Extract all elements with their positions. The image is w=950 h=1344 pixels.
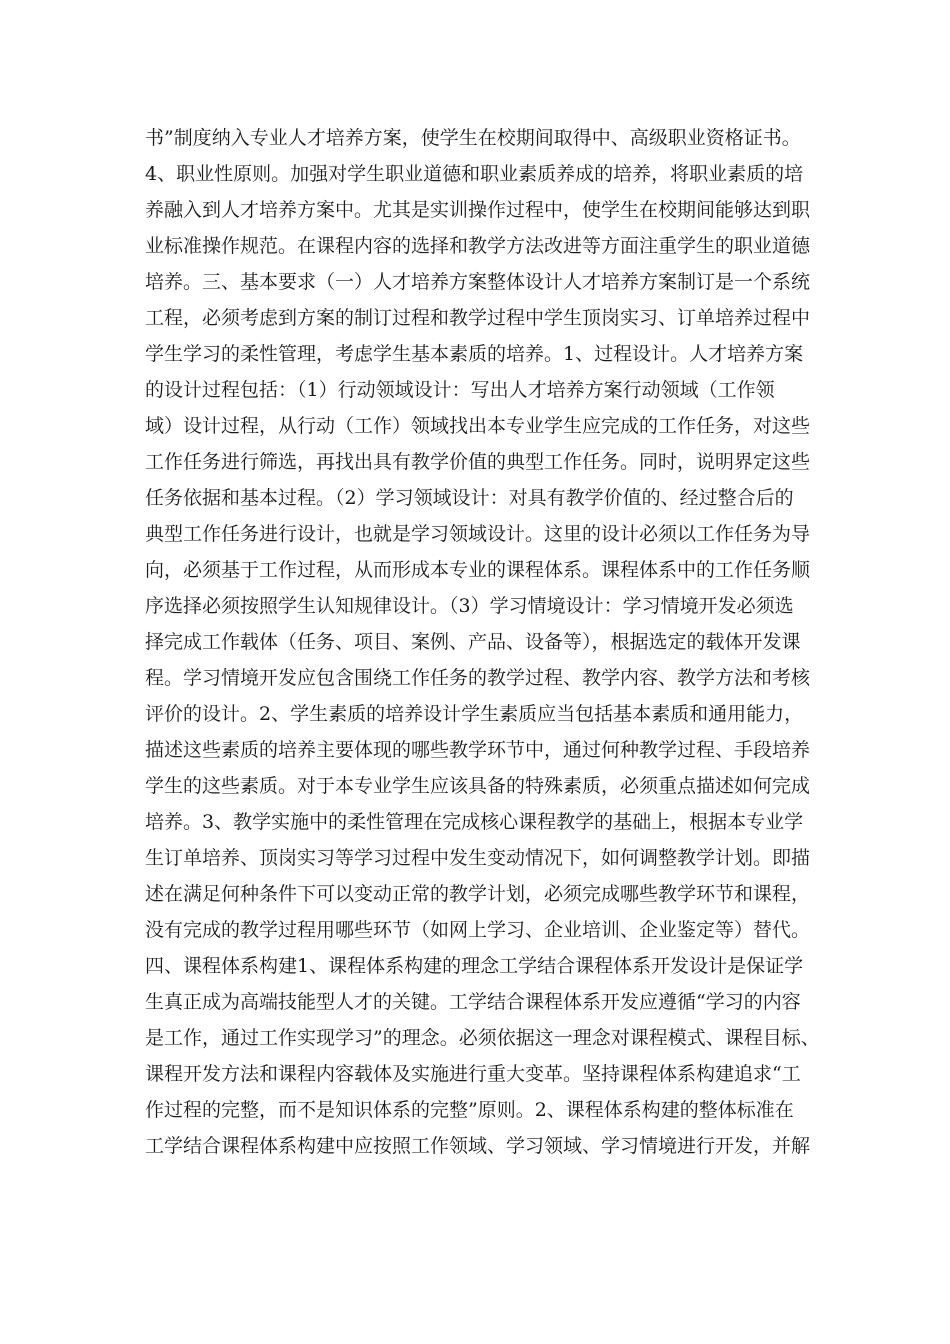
- body-text-line: 作过程的完整，而不是知识体系的完整”原则。2、课程体系构建的整体标准在: [145, 1099, 794, 1121]
- body-text-line: 评价的设计。2、学生素质的培养设计学生素质应当包括基本素质和通用能力，: [145, 703, 804, 725]
- body-text-line: 述在满足何种条件下可以变动正常的教学计划，必须完成哪些教学环节和课程，: [145, 883, 811, 905]
- body-text-line: 4、职业性原则。加强对学生职业道德和职业素质养成的培养，将职业素质的培: [145, 163, 804, 185]
- body-text-line: 任务依据和基本过程。（2）学习领域设计：对具有教学价值的、经过整合后的: [145, 487, 794, 509]
- body-text-line: 没有完成的教学过程用哪些环节（如网上学习、企业培训、企业鉴定等）替代。: [145, 919, 811, 941]
- body-text-line: 书”制度纳入专业人才培养方案，使学生在校期间取得中、高级职业资格证书。: [145, 127, 801, 149]
- body-text-line: 生真正成为高端技能型人才的关键。工学结合课程体系开发应遵循“学习的内容: [145, 991, 801, 1013]
- body-text-line: 生订单培养、顶岗实习等学习过程中发生变动情况下，如何调整教学计划。即描: [145, 847, 811, 869]
- body-text-line: 择完成工作载体（任务、项目、案例、产品、设备等），根据选定的载体开发课: [145, 631, 801, 653]
- body-text-line: 四、课程体系构建1、课程体系构建的理念工学结合课程体系开发设计是保证学: [145, 955, 804, 977]
- body-text-line: 工程，必须考虑到方案的制订过程和教学过程中学生顶岗实习、订单培养过程中: [145, 307, 811, 329]
- body-text-line: 工作任务进行筛选，再找出具有教学价值的典型工作任务。同时，说明界定这些: [145, 451, 811, 473]
- body-text-line: 培养。三、基本要求（一）人才培养方案整体设计人才培养方案制订是一个系统: [145, 271, 811, 293]
- body-text-line: 典型工作任务进行设计，也就是学习领域设计。这里的设计必须以工作任务为导: [145, 523, 811, 545]
- body-text-line: 向，必须基于工作过程，从而形成本专业的课程体系。课程体系中的工作任务顺: [145, 559, 811, 581]
- body-text-line: 课程开发方法和课程内容载体及实施进行重大变革。坚持课程体系构建追求“工: [145, 1063, 801, 1085]
- body-text-line: 学生的这些素质。对于本专业学生应该具备的特殊素质，必须重点描述如何完成: [145, 775, 811, 797]
- body-text-line: 业标准操作规范。在课程内容的选择和教学方法改进等方面注重学生的职业道德: [145, 235, 811, 257]
- body-text-line: 工学结合课程体系构建中应按照工作领域、学习领域、学习情境进行开发，并解: [145, 1135, 811, 1157]
- body-text-line: 学生学习的柔性管理，考虑学生基本素质的培养。1、过程设计。人才培养方案: [145, 343, 804, 365]
- body-text-line: 序选择必须按照学生认知规律设计。（3）学习情境设计：学习情境开发必须选: [145, 595, 794, 617]
- body-text-line: 是工作，通过工作实现学习”的理念。必须依据这一理念对课程模式、课程目标、: [145, 1027, 820, 1049]
- body-text-line: 养融入到人才培养方案中。尤其是实训操作过程中，使学生在校期间能够达到职: [145, 199, 811, 221]
- body-text-line: 培养。3、教学实施中的柔性管理在完成核心课程教学的基础上，根据本专业学: [145, 811, 804, 833]
- body-text-line: 的设计过程包括：（1）行动领域设计：写出人才培养方案行动领域（工作领: [145, 379, 775, 401]
- body-text-line: 程。学习情境开发应包含围绕工作任务的教学过程、教学内容、教学方法和考核: [145, 667, 811, 689]
- body-text-line: 描述这些素质的培养主要体现的哪些教学环节中，通过何种教学过程、手段培养: [145, 739, 811, 761]
- body-text-line: 域）设计过程，从行动（工作）领域找出本专业学生应完成的工作任务，对这些: [145, 415, 811, 437]
